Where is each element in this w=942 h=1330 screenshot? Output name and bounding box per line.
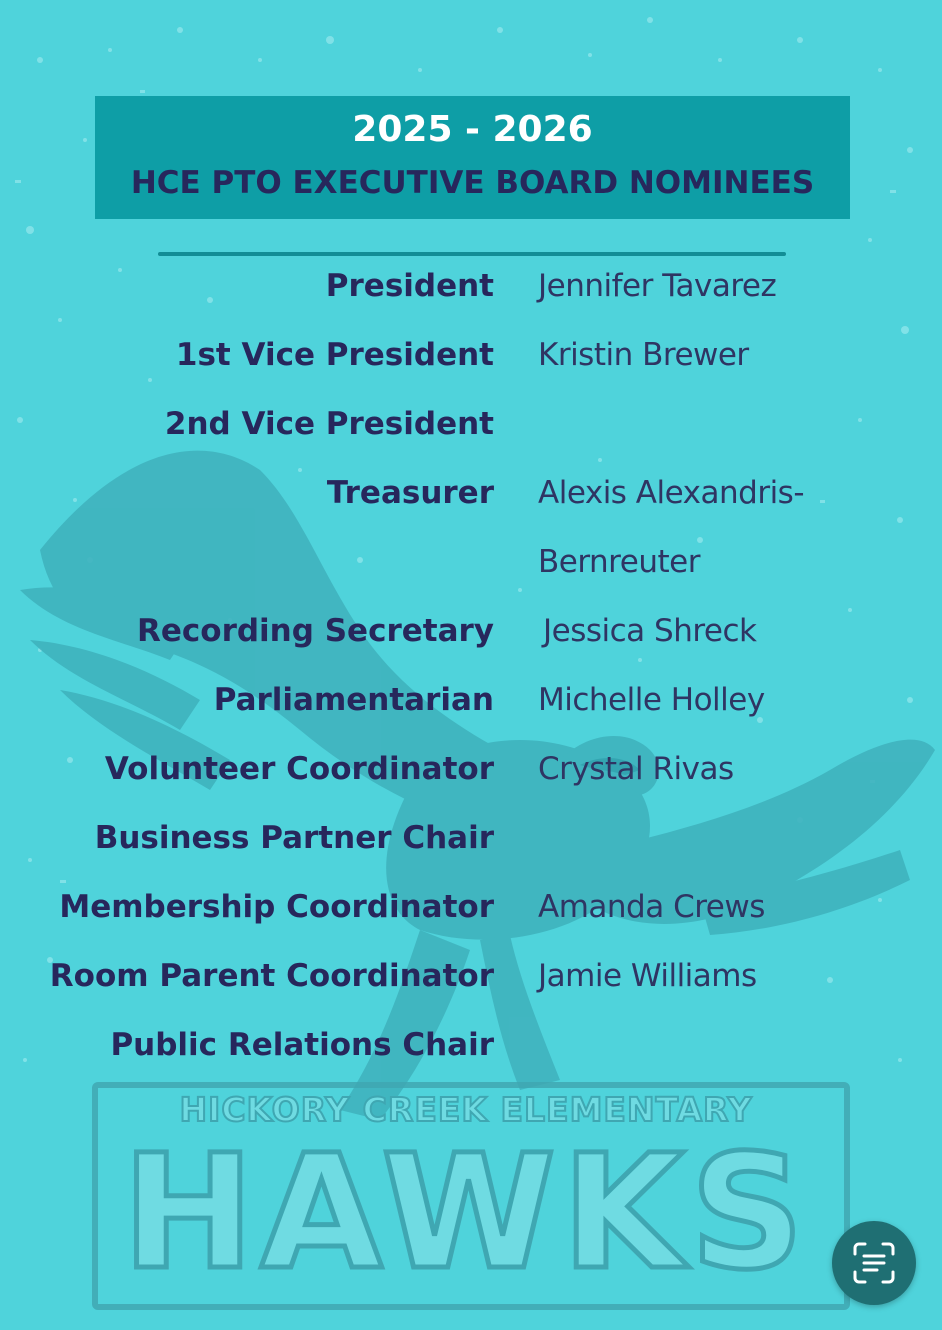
role-label: 2nd Vice President	[164, 406, 494, 442]
nominee-name: Kristin Brewer	[538, 337, 749, 373]
nominee-name: Jamie Williams	[538, 958, 757, 994]
nominee-name: Jennifer Tavarez	[538, 268, 777, 304]
role-label: Volunteer Coordinator	[104, 751, 494, 787]
school-name: HICKORY CREEK ELEMENTARY	[179, 1090, 753, 1129]
nominee-name: Bernreuter	[538, 544, 700, 580]
nominee-name: Jessica Shreck	[543, 613, 757, 649]
scan-text-icon	[851, 1240, 897, 1286]
role-label: Parliamentarian	[213, 682, 494, 718]
role-label: Recording Secretary	[137, 613, 494, 649]
role-label: Public Relations Chair	[110, 1027, 494, 1063]
role-label: 1st Vice President	[175, 337, 494, 373]
nominee-name: Michelle Holley	[538, 682, 765, 718]
role-label: Treasurer	[326, 475, 494, 511]
nominee-name: Crystal Rivas	[538, 751, 734, 787]
role-label: President	[325, 268, 494, 304]
scan-text-button[interactable]	[832, 1221, 916, 1305]
nominee-name: Amanda Crews	[538, 889, 765, 925]
nominee-name: Alexis Alexandris-	[538, 475, 805, 511]
team-name: HAWKS	[122, 1121, 810, 1305]
role-label: Membership Coordinator	[59, 889, 494, 925]
role-label: Business Partner Chair	[94, 820, 494, 856]
header-year: 2025 - 2026	[352, 109, 593, 150]
header-title: HCE PTO EXECUTIVE BOARD NOMINEES	[130, 165, 815, 201]
role-label: Room Parent Coordinator	[49, 958, 494, 994]
